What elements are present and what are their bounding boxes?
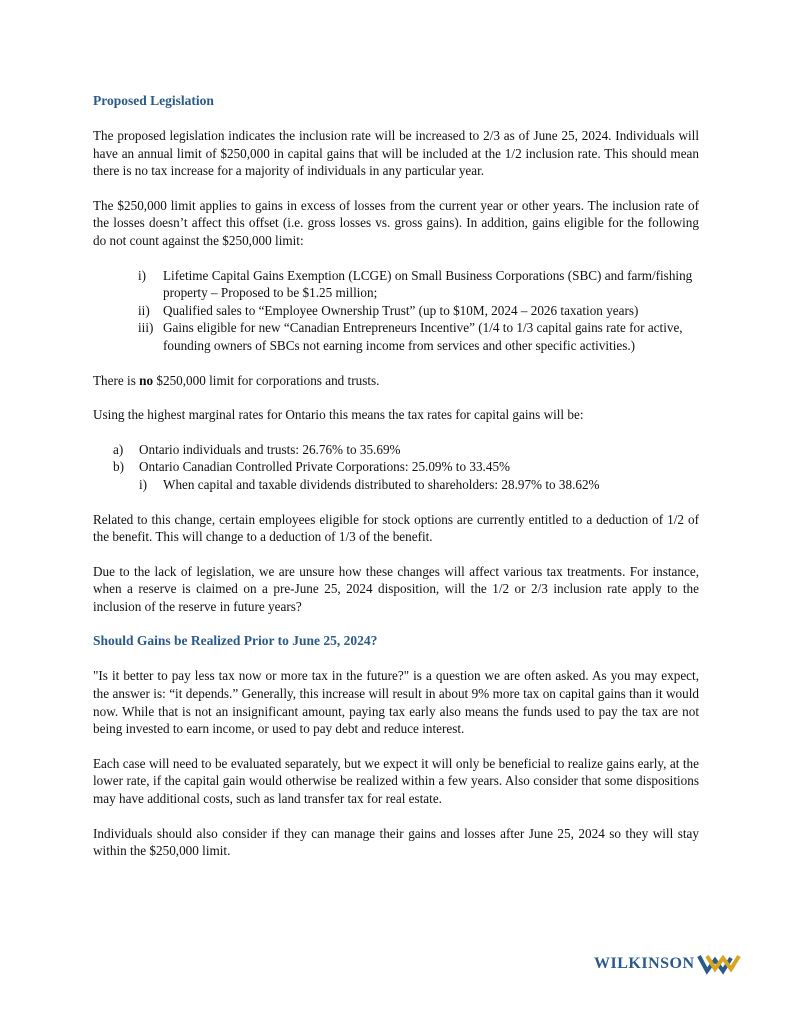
emphasis-no: no [139,372,154,388]
list-item [93,476,699,494]
paragraph-marginal-rates: Using the highest marginal rates for Ontario this means the tax rates for capital gains will be: [93,407,584,423]
wilkinson-logo [594,950,744,978]
document-body [93,92,699,860]
list-item [93,319,699,354]
section-heading-proposed-legislation: Proposed Legislation [93,93,214,108]
list-item-text: Qualified sales to “Employee Ownership Trust” (up to $10M, 2024 – 2026 taxation years) [163,302,639,318]
list-marker: ii) [138,302,150,318]
tax-rate-sublist [93,476,699,494]
paragraph-evaluate-separately: Each case will need to be evaluated separately, but we expect it will only be beneficial to realize gains early, at the lower rate, if the capital gain would otherwise be realized within a few years. Also consider that some dispositions may have additional costs, such as land transfer tax for real estate. [93,755,699,807]
paragraph-pay-less-tax: "Is it better to pay less tax now or more tax in the future?" is a question we are often asked. As you may expect, the answer is: “it depends.” Generally, this increase will result in about 9% more tax on capital gains than it would now. While that is not an insignificant amount, paying tax early also means the funds used to pay the tax are not being invested to earn income, or used to pay debt and reduce interest. [93,668,699,737]
exemption-list [93,267,699,355]
list-item [93,267,699,302]
list-marker: i) [139,476,148,492]
paragraph-lack-of-legislation: Due to the lack of legislation, we are unsure how these changes will affect various tax treatments. For instance, when a reserve is claimed on a pre-June 25, 2024 disposition, will the 1/2 or 2/3 inclusion rate apply to the inclusion of the reserve in future years? [93,563,699,614]
list-item-text: Gains eligible for new “Canadian Entrepreneurs Incentive” (1/4 to 1/3 capital gains rate for active, founding owners of SBCs not earning income from services and other specific activities.) [163,320,683,353]
list-marker: i) [138,267,147,283]
list-item [93,302,699,320]
list-item [93,458,699,476]
paragraph-no-limit-corporations: There is no $250,000 limit for corporations and trusts. [93,372,380,388]
list-marker: iii) [138,320,154,336]
list-item [93,441,699,459]
section-heading-realize-gains: Should Gains be Realized Prior to June 25, 2024? [93,633,378,649]
list-marker: b) [113,459,124,475]
paragraph-inclusion-rate: The proposed legislation indicates the inclusion rate will be increased to 2/3 as of June 25, 2024. Individuals will have an annual limit of $250,000 in capital gains that will be included at the 1/2 inclusion rate. This should mean there is no tax increase for a majority of individuals in any particular year. [93,128,699,179]
logo-wordmark: WILKINSON [594,955,695,973]
list-item-text: When capital and taxable dividends distributed to shareholders: 28.97% to 38.62% [163,476,600,492]
tax-rate-list [93,441,699,476]
paragraph-manage-gains: Individuals should also consider if they can manage their gains and losses after June 25, 2024 so they will stay within the $250,000 limit. [93,825,699,859]
list-item-text: Ontario individuals and trusts: 26.76% to 35.69% [139,441,401,457]
list-marker: a) [113,441,124,457]
paragraph-limit-applies: The $250,000 limit applies to gains in excess of losses from the current year or other years. The inclusion rate of the losses doesn’t affect this offset (i.e. gross losses vs. gross gains). In addition, gains eligible for the following do not count against the $250,000 limit: [93,197,699,248]
list-item-text: Ontario Canadian Controlled Private Corporations: 25.09% to 33.45% [139,459,511,475]
list-item-text: Lifetime Capital Gains Exemption (LCGE) on Small Business Corporations (SBC) and farm/fishing property – Proposed to be $1.25 million; [163,267,693,301]
paragraph-stock-options: Related to this change, certain employees eligible for stock options are currently entitled to a deduction of 1/2 of the benefit. This will change to a deduction of 1/3 of the benefit. [93,511,699,545]
wave-chevron-logo-icon [697,952,741,976]
